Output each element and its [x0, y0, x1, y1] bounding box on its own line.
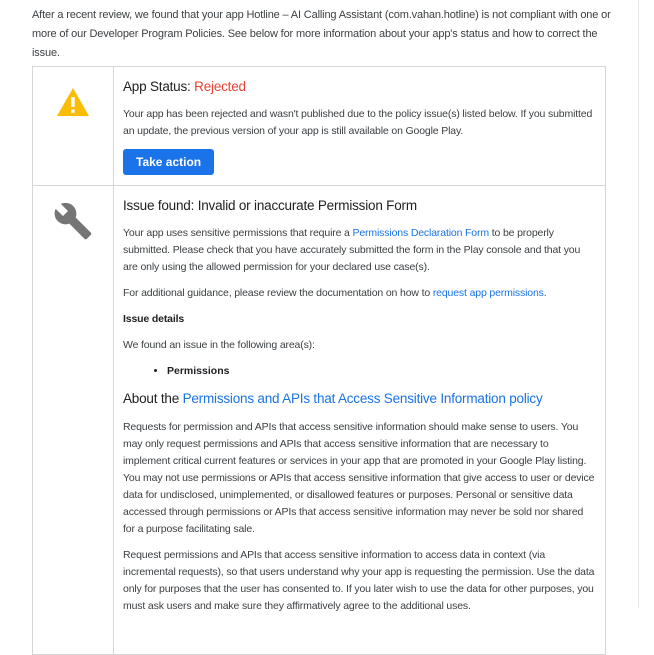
status-title: App Status: Rejected: [123, 79, 246, 94]
intro-text: After a recent review, we found that your app Hotline – AI Calling Assistant (com.vahan.hotline) is not compliant with one or more of our Developer Program Policies. See below for more information about your app's status and how to correct the issue.: [32, 9, 611, 59]
request-app-permissions-link[interactable]: request app permissions: [432, 287, 544, 299]
issue-areas-list: [123, 363, 595, 380]
scrollbar-border: [638, 0, 639, 608]
issue-row: [33, 186, 606, 655]
list-item: • Permissions: [167, 363, 595, 380]
issue-details-text: We found an issue in the following area(s):: [123, 339, 315, 351]
take-action-button[interactable]: Take action: [123, 149, 214, 175]
status-table: [32, 66, 606, 655]
status-body: Your app has been rejected and wasn't published due to the policy issue(s) listed below. If you submitted an update, the previous version of your app is still available on Google Play.: [123, 108, 593, 137]
policy-paragraph-1: Requests for permission and APIs that access sensitive information should make sense to users. You may only request permissions and APIs that access sensitive information that are necessary to implement critical current features or services in your app that are promoted in your Google Play listing. You may not use permissions or APIs that access sensitive information that give access to user or device data for undisclosed, unimplemented, or disallowed features or purposes. Personal or sensitive data accessed through permissions or APIs that access sensitive information may never be sold nor shared for a purpose facilitating sale.: [123, 421, 595, 535]
issue-title: Issue found: Invalid or inaccurate Permission Form: [123, 198, 417, 213]
warning-icon: [56, 87, 90, 117]
policy-heading: About the Permissions and APIs that Access Sensitive Information policy: [123, 391, 543, 406]
policy-paragraph-2: Request permissions and APIs that access sensitive information to access data in context (via incremental requests), so that users understand why your app is requesting the permission. Use the data only for purposes that the user has consented to. If you later wish to use the data for other purposes, you must ask users and make sure they affirmatively agree to the additional uses.: [123, 549, 595, 612]
permissions-declaration-form-link[interactable]: Permissions Declaration Form: [352, 227, 489, 239]
status-row: [33, 67, 606, 186]
issue-details-heading: Issue details: [123, 313, 185, 325]
guidance-text: For additional guidance, please review the documentation on how to request app permissions.: [123, 287, 547, 299]
wrench-icon: [53, 200, 93, 242]
status-badge: Rejected: [194, 79, 246, 94]
policy-link[interactable]: Permissions and APIs that Access Sensitive Information policy: [182, 391, 543, 406]
issue-description: Your app uses sensitive permissions that require a Permissions Declaration Form to be properly submitted. Please check that you have accurately submitted the form in the Play console and that you are only using the allowed permission for your declared use case(s).: [123, 227, 581, 273]
